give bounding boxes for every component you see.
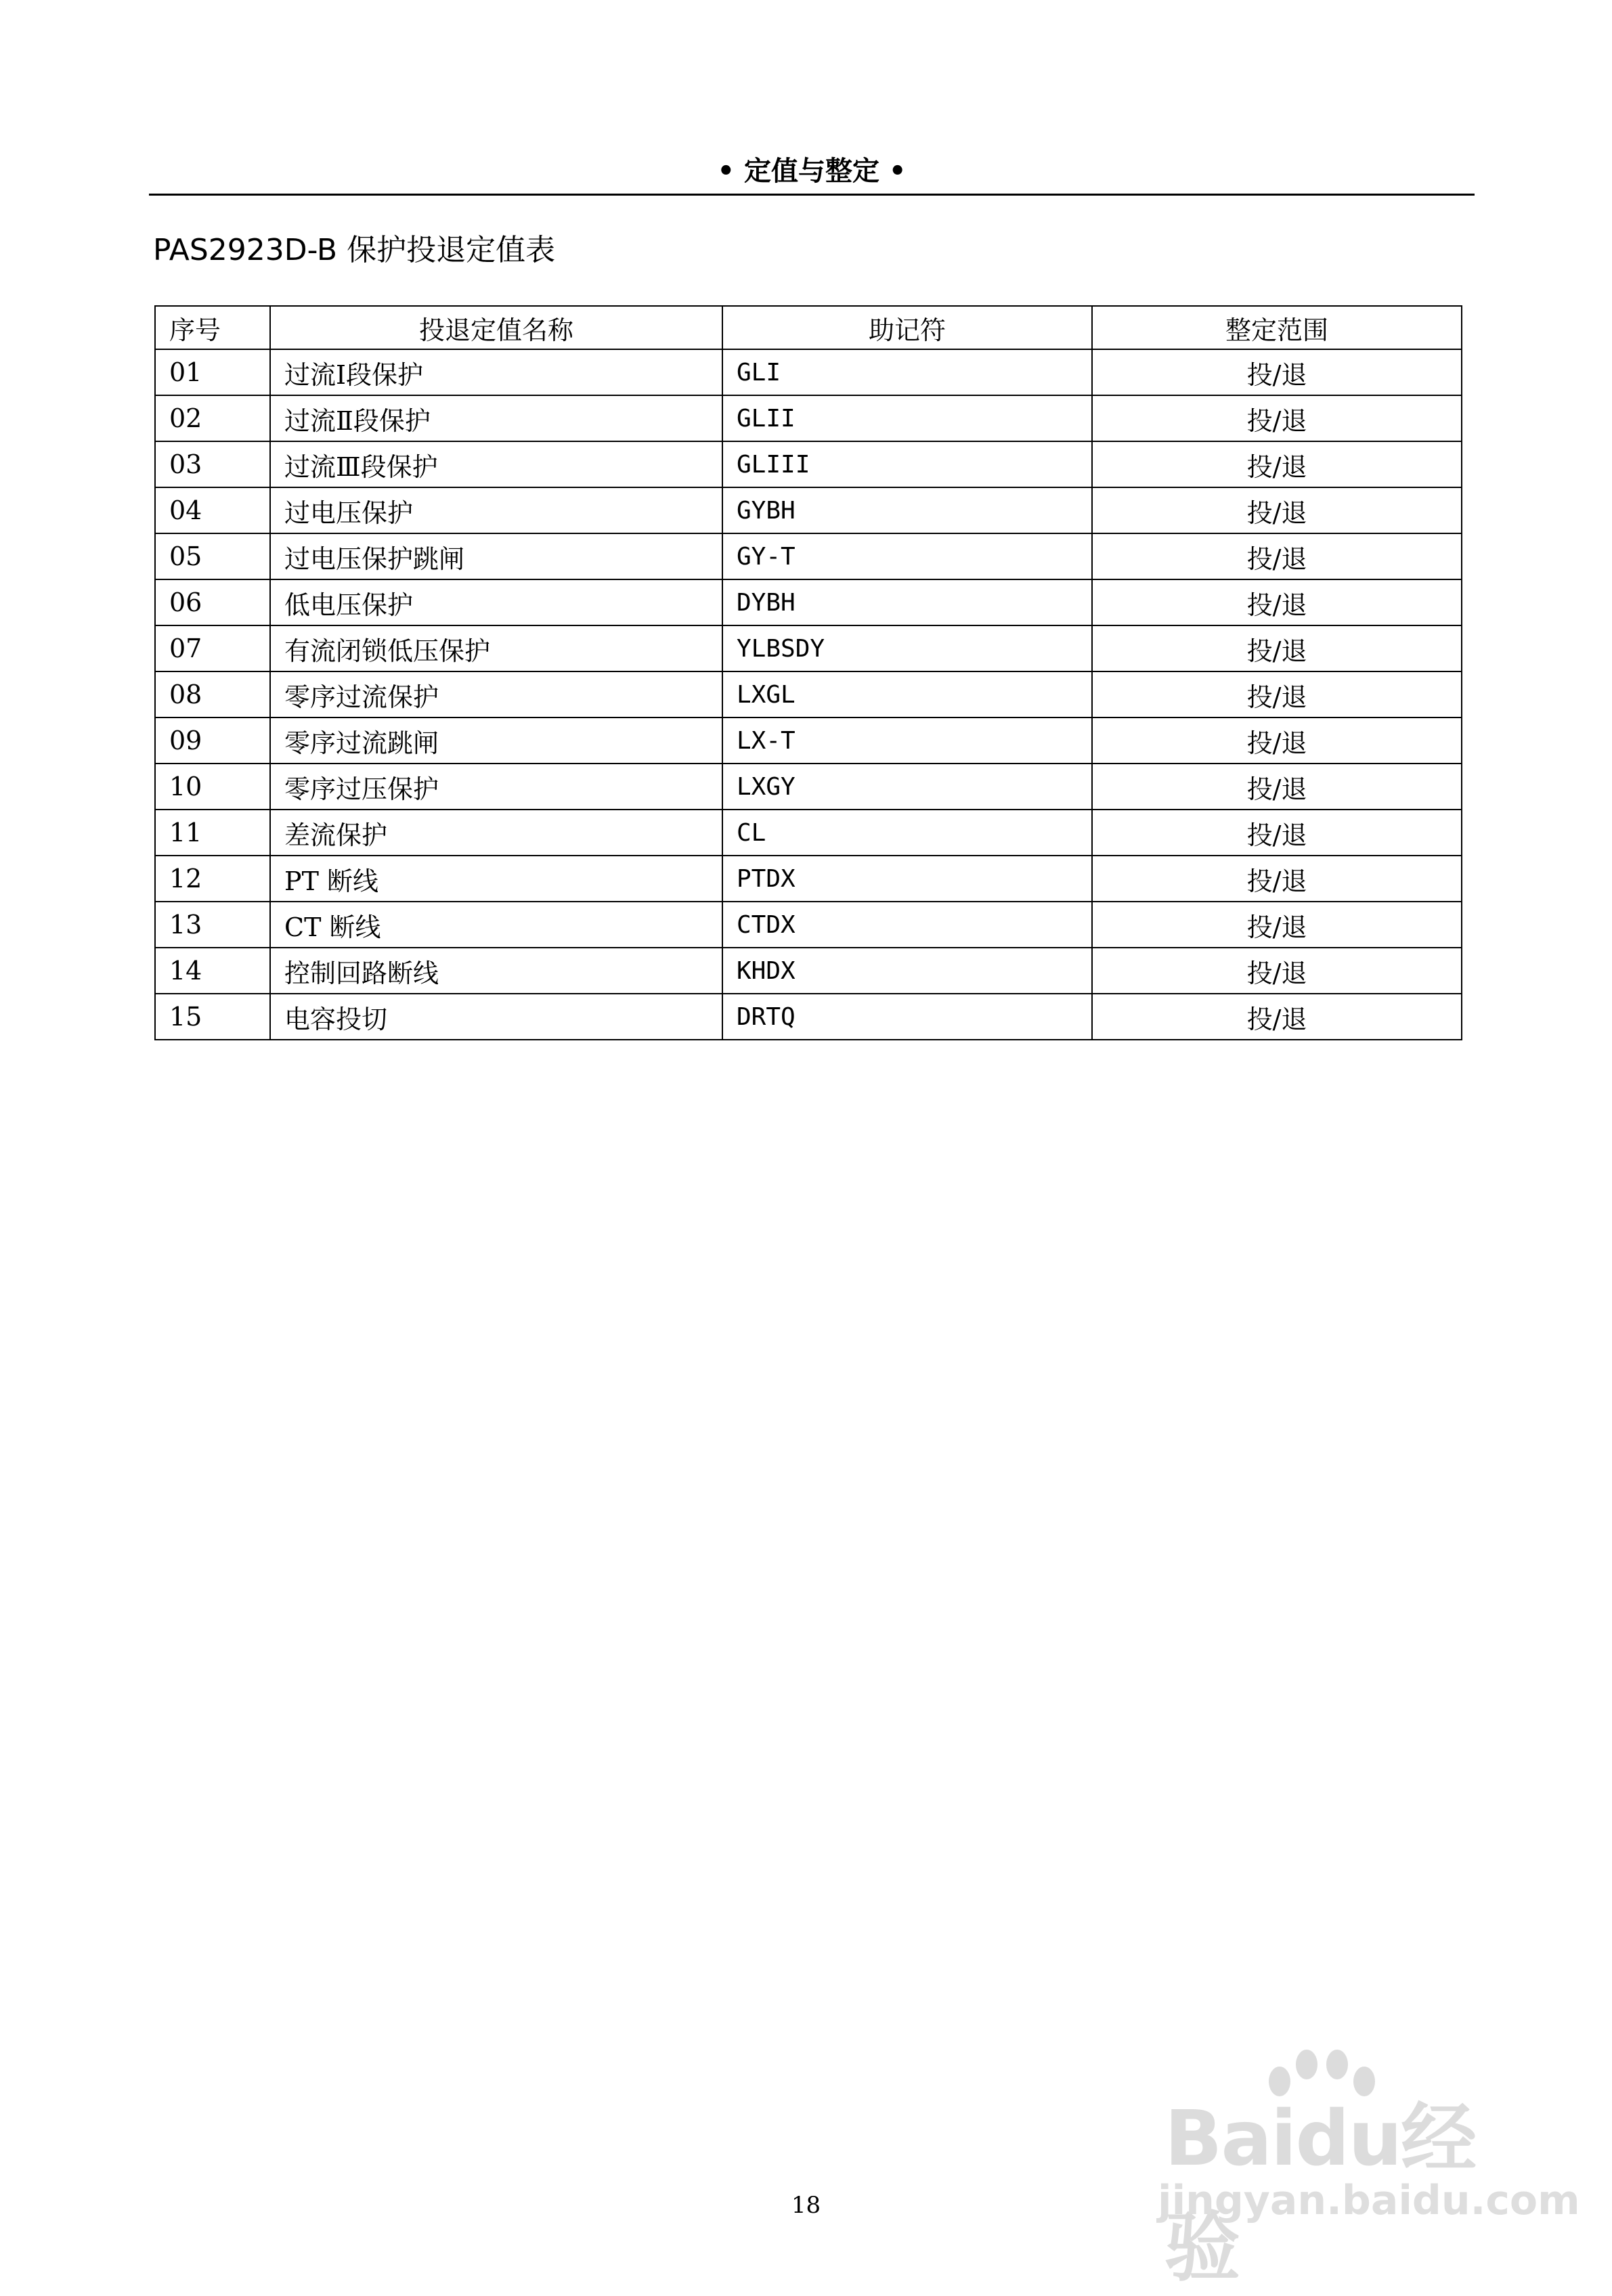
cell-no: 10: [155, 764, 270, 810]
cell-mnemonic: GLIII: [722, 441, 1092, 487]
cell-name: CT 断线: [270, 902, 722, 948]
cell-no: 04: [155, 487, 270, 533]
cell-no: 07: [155, 625, 270, 671]
cell-name: 零序过流跳闸: [270, 718, 722, 764]
cell-no: 06: [155, 579, 270, 625]
cell-no: 11: [155, 810, 270, 856]
cell-no: 03: [155, 441, 270, 487]
cell-mnemonic: PTDX: [722, 856, 1092, 902]
table-row: [155, 994, 1462, 1040]
table-header-row: [155, 306, 1462, 349]
page-number: 18: [791, 2192, 821, 2219]
cell-name: 控制回路断线: [270, 948, 722, 994]
cell-range: 投/退: [1092, 994, 1462, 1040]
cell-range: 投/退: [1092, 533, 1462, 579]
cell-mnemonic: YLBSDY: [722, 625, 1092, 671]
cell-no: 01: [155, 349, 270, 395]
table-body: [155, 349, 1462, 1040]
cell-range: 投/退: [1092, 764, 1462, 810]
cell-mnemonic: GLII: [722, 395, 1092, 441]
cell-name: 零序过流保护: [270, 671, 722, 718]
table-row: [155, 764, 1462, 810]
table-title: PAS2923D-B 保护投退定值表: [153, 233, 556, 267]
cell-no: 09: [155, 718, 270, 764]
column-header-range: 整定范围: [1092, 306, 1462, 349]
cell-mnemonic: GY-T: [722, 533, 1092, 579]
cell-range: 投/退: [1092, 349, 1462, 395]
table-row: [155, 810, 1462, 856]
cell-mnemonic: CL: [722, 810, 1092, 856]
table-row: [155, 395, 1462, 441]
cell-range: 投/退: [1092, 395, 1462, 441]
cell-mnemonic: LXGY: [722, 764, 1092, 810]
cell-name: 低电压保护: [270, 579, 722, 625]
cell-range: 投/退: [1092, 625, 1462, 671]
cell-range: 投/退: [1092, 948, 1462, 994]
table-row: [155, 349, 1462, 395]
cell-range: 投/退: [1092, 856, 1462, 902]
cell-no: 15: [155, 994, 270, 1040]
table-row: [155, 579, 1462, 625]
cell-name: 零序过压保护: [270, 764, 722, 810]
column-header-mnemonic: 助记符: [722, 306, 1092, 349]
cell-mnemonic: DYBH: [722, 579, 1092, 625]
watermark-url: jingyan.baidu.com: [1158, 2177, 1580, 2224]
cell-mnemonic: LXGL: [722, 671, 1092, 718]
table-row: [155, 533, 1462, 579]
cell-range: 投/退: [1092, 902, 1462, 948]
cell-no: 14: [155, 948, 270, 994]
table-row: [155, 948, 1462, 994]
cell-mnemonic: GYBH: [722, 487, 1092, 533]
protection-settings-table: [154, 305, 1462, 1040]
cell-mnemonic: CTDX: [722, 902, 1092, 948]
cell-name: 有流闭锁低压保护: [270, 625, 722, 671]
cell-mnemonic: LX-T: [722, 718, 1092, 764]
table-row: [155, 625, 1462, 671]
cell-name: 过流Ⅱ段保护: [270, 395, 722, 441]
cell-name: 过流Ⅰ段保护: [270, 349, 722, 395]
cell-no: 12: [155, 856, 270, 902]
cell-range: 投/退: [1092, 810, 1462, 856]
cell-name: 过流Ⅲ段保护: [270, 441, 722, 487]
cell-name: PT 断线: [270, 856, 722, 902]
section-header: • 定值与整定 •: [149, 149, 1475, 196]
table-row: [155, 671, 1462, 718]
cell-name: 过电压保护: [270, 487, 722, 533]
cell-mnemonic: DRTQ: [722, 994, 1092, 1040]
table-row: [155, 487, 1462, 533]
cell-range: 投/退: [1092, 718, 1462, 764]
cell-range: 投/退: [1092, 487, 1462, 533]
column-header-name: 投退定值名称: [270, 306, 722, 349]
column-header-no: 序号: [155, 306, 270, 349]
table-row: [155, 441, 1462, 487]
cell-mnemonic: KHDX: [722, 948, 1092, 994]
cell-no: 02: [155, 395, 270, 441]
cell-name: 差流保护: [270, 810, 722, 856]
watermark-logo-text: Baidu经验: [1164, 2095, 1476, 2292]
cell-range: 投/退: [1092, 671, 1462, 718]
cell-range: 投/退: [1092, 441, 1462, 487]
table-row: [155, 856, 1462, 902]
cell-no: 05: [155, 533, 270, 579]
cell-range: 投/退: [1092, 579, 1462, 625]
cell-no: 13: [155, 902, 270, 948]
cell-name: 电容投切: [270, 994, 722, 1040]
table-row: [155, 718, 1462, 764]
cell-no: 08: [155, 671, 270, 718]
table-row: [155, 902, 1462, 948]
baidu-jingyan-watermark: [1151, 2044, 1580, 2292]
cell-name: 过电压保护跳闸: [270, 533, 722, 579]
cell-mnemonic: GLI: [722, 349, 1092, 395]
